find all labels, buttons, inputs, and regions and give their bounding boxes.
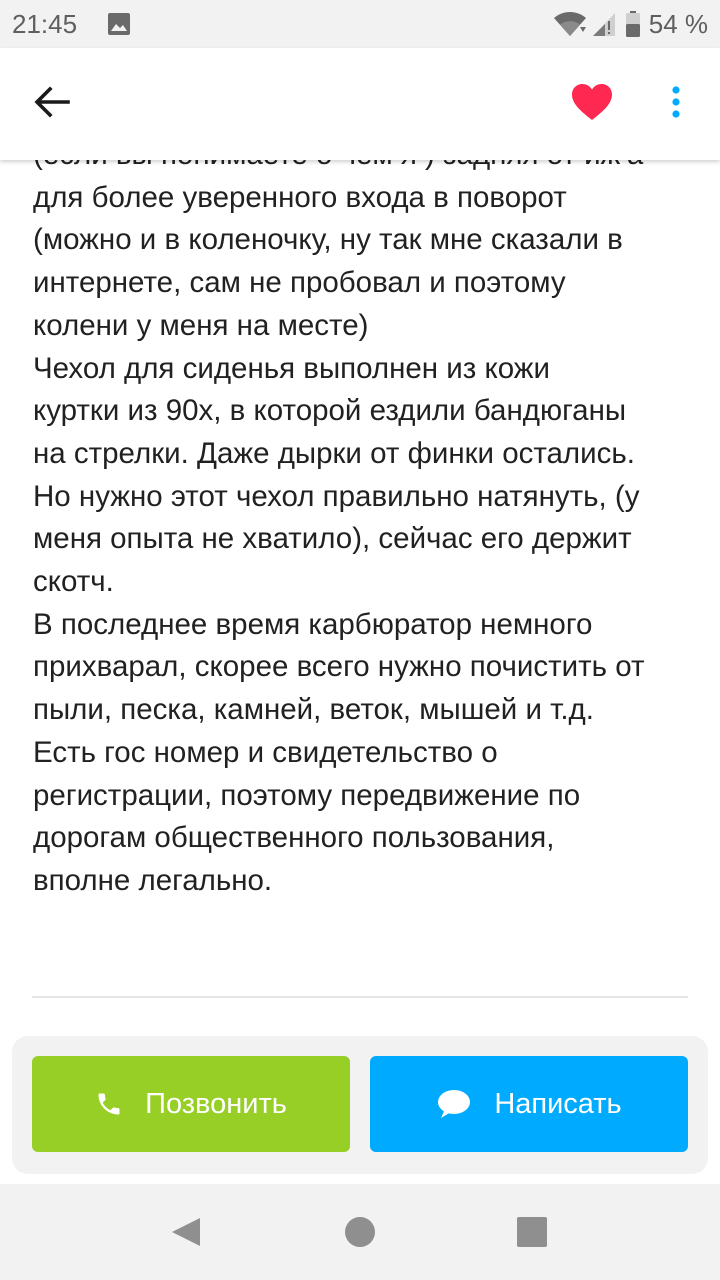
section-divider — [32, 996, 688, 998]
description-line: Есть гос номер и свидетельство о — [33, 735, 498, 769]
call-button-label: Позвонить — [145, 1087, 287, 1120]
chat-bubble-icon — [436, 1088, 472, 1120]
battery-percentage: 54 % — [648, 9, 708, 39]
favorite-button[interactable] — [562, 78, 622, 130]
description-line: прихварал, скорее всего нужно почистить от — [33, 650, 645, 684]
description-line: дорогам общественного пользования, — [33, 821, 555, 855]
more-vertical-icon — [671, 85, 681, 124]
description-line: куртки из 90х, в которой ездили бандюганы — [33, 394, 627, 428]
app-bar — [0, 48, 720, 160]
back-button[interactable] — [24, 76, 80, 132]
description-line: для более уверенного входа в поворот — [33, 180, 567, 214]
status-time: 21:45 — [12, 9, 78, 39]
description-line: (можно и в коленочку, ну так мне сказали в — [33, 223, 623, 257]
description-line: регистрации, поэтому передвижение по — [33, 778, 581, 812]
description-line: вполне легально. — [33, 863, 273, 897]
write-message-button[interactable] — [370, 1056, 688, 1152]
description-line: пыли, песка, камней, веток, мышей и т.д. — [33, 693, 594, 727]
more-options-button[interactable] — [656, 76, 696, 132]
status-indicators — [553, 8, 708, 40]
description-line: на стрелки. Даже дырки от финки остались. — [33, 436, 635, 470]
call-button[interactable] — [32, 1056, 350, 1152]
nav-home-icon[interactable] — [344, 1216, 376, 1248]
description-line: меня опыта не хватило), сейчас его держит — [33, 522, 632, 556]
nav-back-icon[interactable] — [168, 1214, 204, 1250]
wifi-icon — [553, 10, 587, 38]
system-navigation-bar — [0, 1184, 720, 1280]
description-line: скотч. — [33, 565, 114, 599]
status-bar — [0, 0, 720, 48]
description-line: Но нужно этот чехол правильно натянуть, (у — [33, 479, 640, 513]
description-line: В последнее время карбюратор немного — [33, 607, 593, 641]
battery-icon — [625, 10, 641, 38]
listing-description — [33, 134, 693, 903]
description-line: колени у меня на месте) — [33, 308, 369, 342]
arrow-back-icon — [34, 86, 70, 123]
signal-icon — [591, 10, 617, 38]
phone-icon — [95, 1090, 123, 1118]
write-button-label: Написать — [494, 1087, 622, 1120]
contact-actions-panel — [12, 1036, 708, 1174]
heart-icon — [570, 82, 614, 127]
description-line: Чехол для сиденья выполнен из кожи — [33, 351, 551, 385]
nav-recents-icon[interactable] — [516, 1216, 548, 1248]
description-line: интернете, сам не пробовал и поэтому — [33, 266, 566, 300]
image-notification-icon — [107, 12, 131, 36]
